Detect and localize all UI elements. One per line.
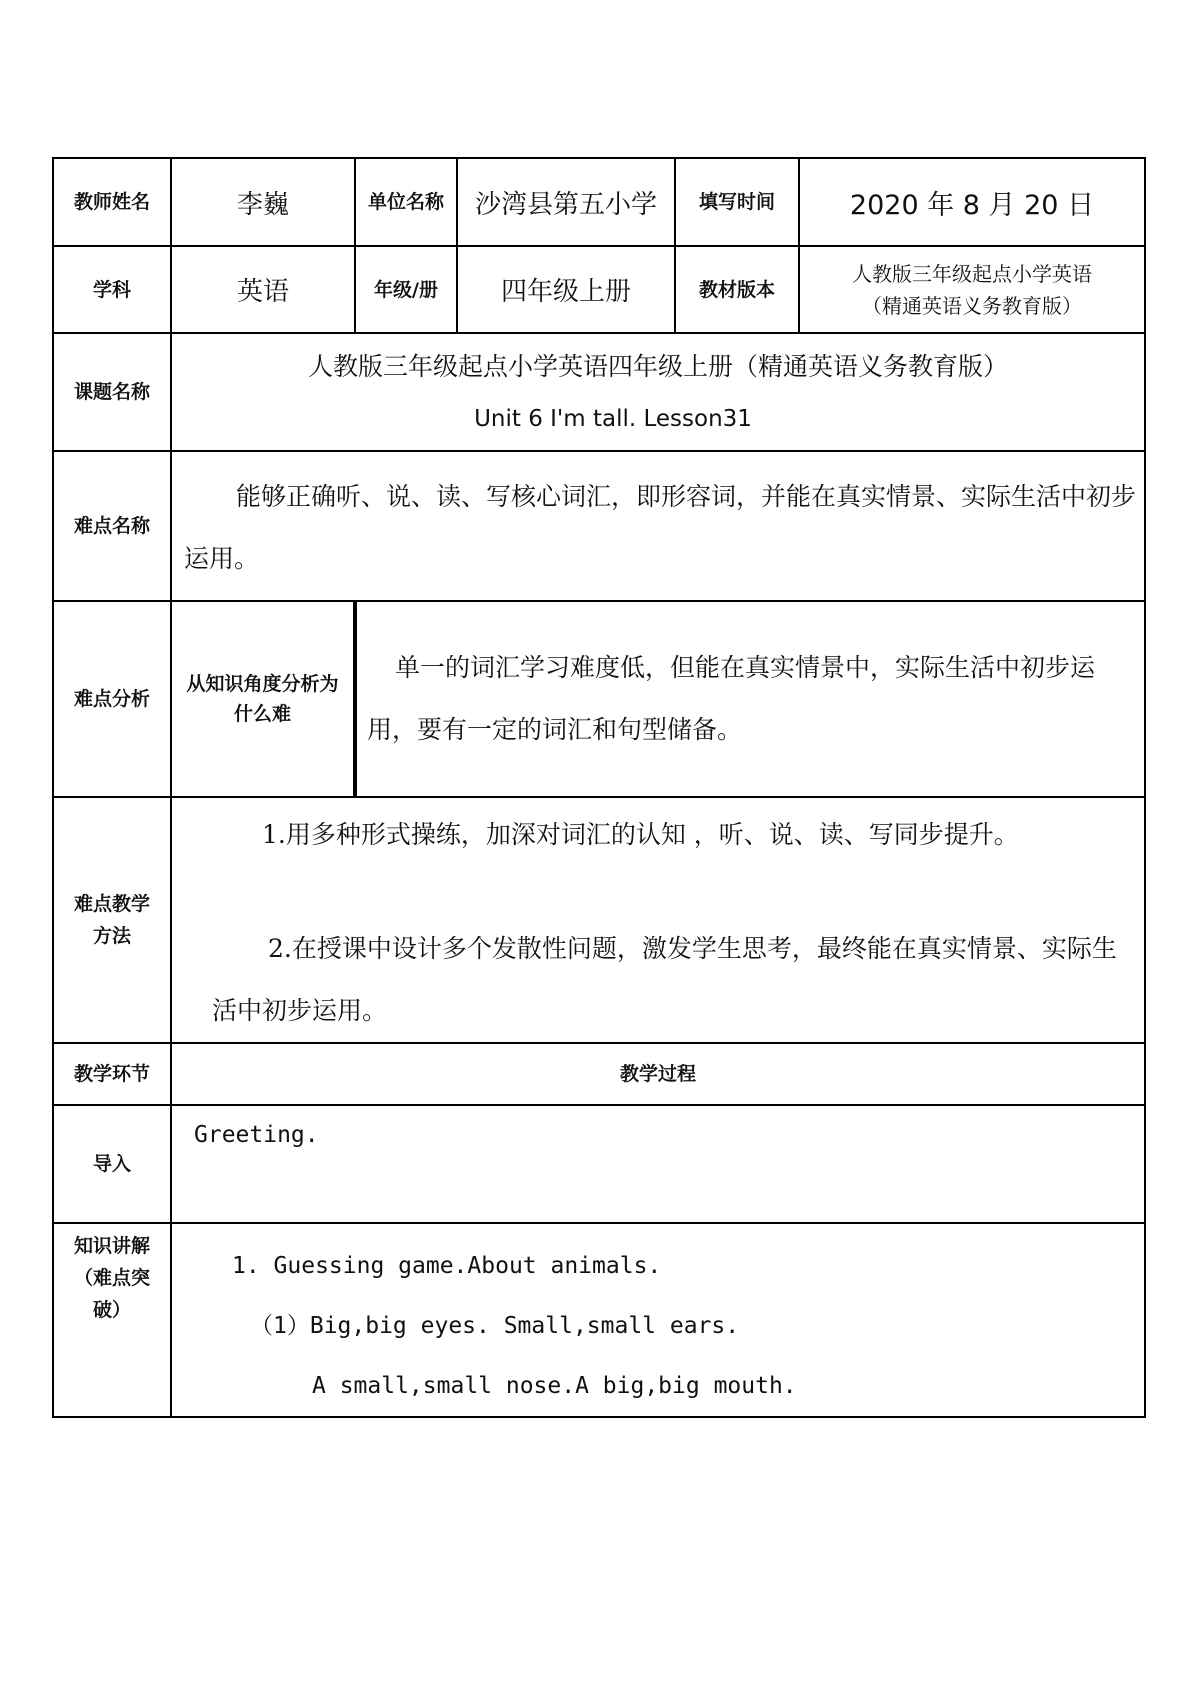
method-label-line-1: 难点教学 (73, 893, 150, 915)
knowledge-label-line-2: （难点突 (73, 1267, 150, 1289)
method-item-2: 2.在授课中设计多个发散性问题，激发学生思考，最终能在真实情景、实际生活中初步运用。 (212, 934, 1117, 1025)
edition-line-2: （精通英语义务教育版） (862, 293, 1082, 318)
analysis-label: 难点分析 (53, 601, 171, 797)
subject-label: 学科 (53, 246, 171, 333)
topic-row (53, 333, 1145, 451)
edition-value (799, 246, 1145, 333)
knowledge-label-line-3: 破） (92, 1299, 131, 1321)
lesson-plan-table (52, 157, 1146, 1418)
unit-name-value: 沙湾县第五小学 (457, 158, 675, 246)
topic-label: 课题名称 (53, 333, 171, 451)
header-row-2 (53, 246, 1145, 333)
process-header-row (53, 1043, 1145, 1105)
topic-line-2: Unit 6 I'm tall. Lesson31 (474, 406, 752, 432)
grade-value: 四年级上册 (457, 246, 675, 333)
difficulty-row (53, 451, 1145, 601)
lesson-plan-sheet (52, 157, 1144, 1418)
process-header: 教学过程 (171, 1043, 1145, 1105)
unit-name-label: 单位名称 (355, 158, 457, 246)
analysis-text: 单一的词汇学习难度低，但能在真实情景中，实际生活中初步运用，要有一定的词汇和句型储备。 (355, 601, 1145, 797)
knowledge-label (53, 1223, 171, 1417)
knowledge-line-1: 1. Guessing game.About animals. (232, 1253, 662, 1279)
subject-value: 英语 (171, 246, 355, 333)
difficulty-text: 能够正确听、说、读、写核心词汇，即形容词，并能在真实情景、实际生活中初步运用。 (171, 451, 1145, 601)
teacher-name-label: 教师姓名 (53, 158, 171, 246)
knowledge-content (171, 1223, 1145, 1417)
fill-time-value: 2020 年 8 月 20 日 (799, 158, 1145, 246)
fill-time-label: 填写时间 (675, 158, 799, 246)
teacher-name-value: 李巍 (171, 158, 355, 246)
knowledge-label-line-1: 知识讲解 (73, 1235, 150, 1257)
topic-value (171, 333, 1145, 451)
grade-label: 年级/册 (355, 246, 457, 333)
method-item-1: 1.用多种形式操练，加深对词汇的认知 ，听、说、读、写同步提升。 (262, 820, 1019, 849)
method-label (53, 797, 171, 1043)
method-label-line-2: 方法 (92, 925, 131, 947)
method-row (53, 797, 1145, 1043)
intro-text: Greeting. (171, 1105, 1145, 1223)
intro-row (53, 1105, 1145, 1223)
analysis-sub-label: 从知识角度分析为什么难 (171, 601, 355, 797)
knowledge-row (53, 1223, 1145, 1417)
stage-header: 教学环节 (53, 1043, 171, 1105)
knowledge-line-2: （1）Big,big eyes. Small,small ears. (250, 1313, 740, 1339)
header-row-1 (53, 158, 1145, 246)
knowledge-line-3: A small,small nose.A big,big mouth. (312, 1373, 797, 1399)
edition-label: 教材版本 (675, 246, 799, 333)
intro-label: 导入 (53, 1105, 171, 1223)
topic-line-1: 人教版三年级起点小学英语四年级上册（精通英语义务教育版） (307, 352, 1008, 381)
difficulty-label: 难点名称 (53, 451, 171, 601)
analysis-row (53, 601, 1145, 797)
method-content (171, 797, 1145, 1043)
edition-line-1: 人教版三年级起点小学英语 (852, 261, 1092, 286)
